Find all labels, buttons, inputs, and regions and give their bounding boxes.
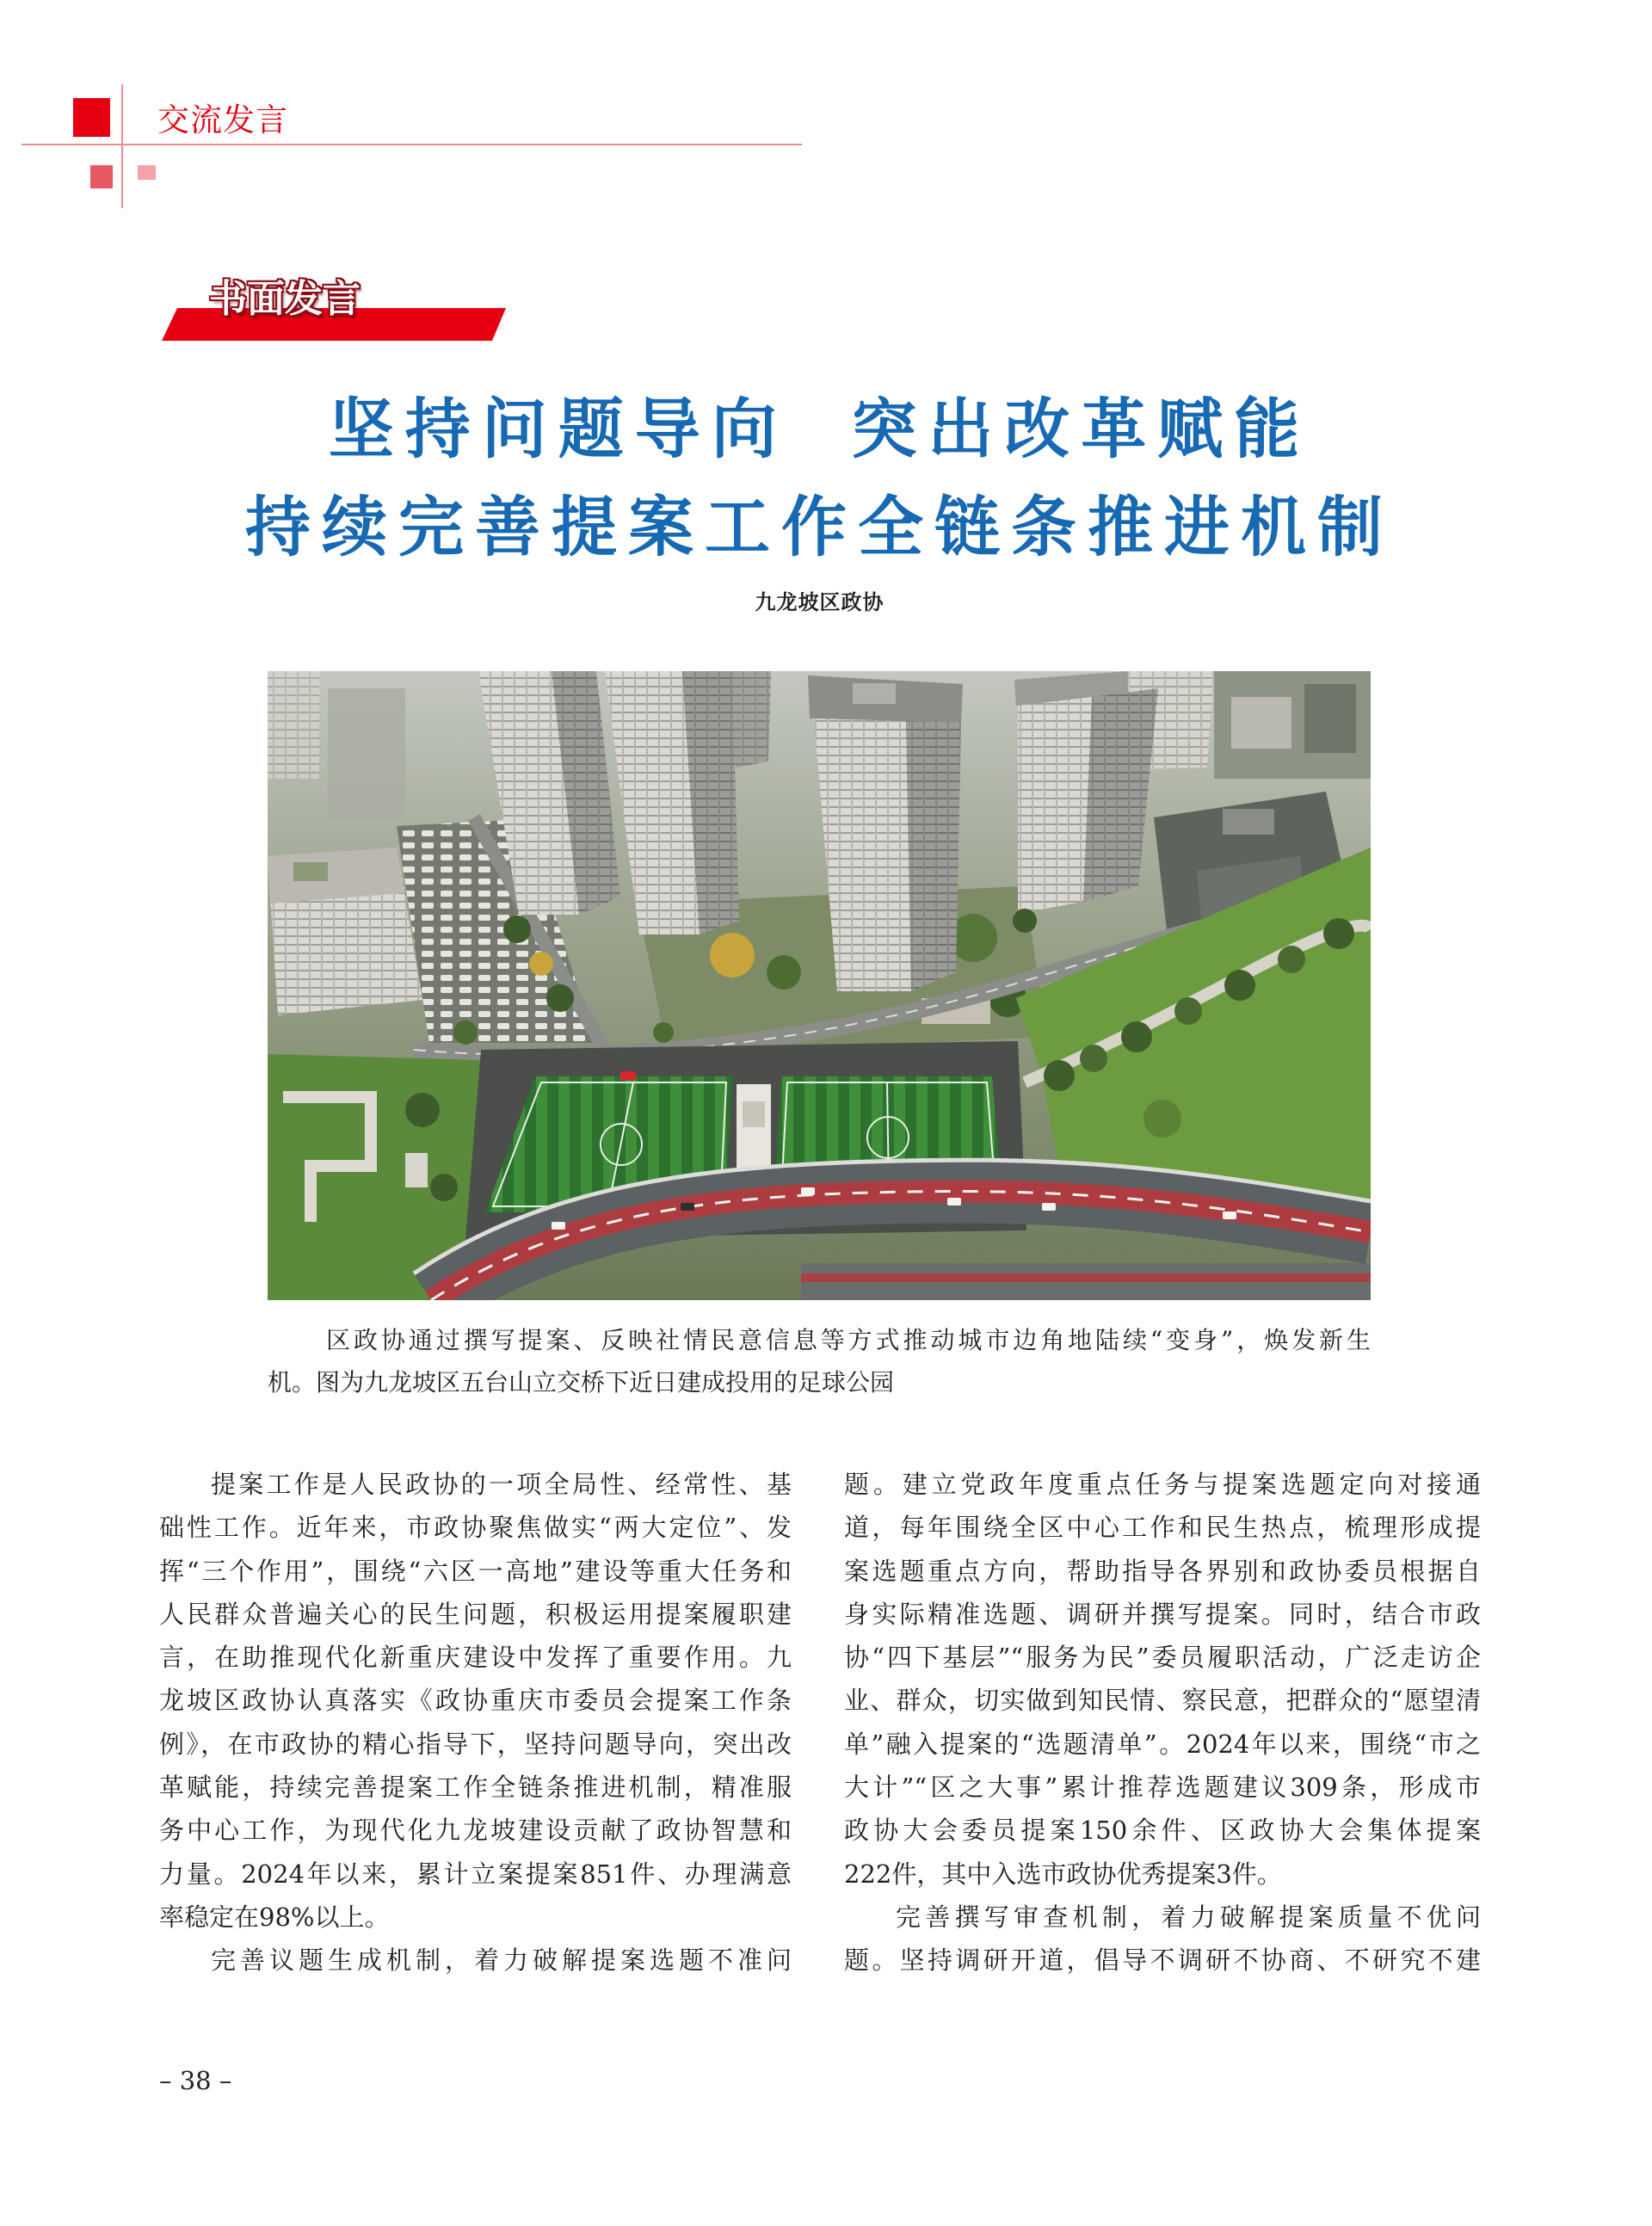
body-line: 础性工作。近年来，市政协聚焦做实“两大定位”、发 bbox=[159, 1513, 792, 1543]
body-line: 例》，在市政协的精心指导下，坚持问题导向，突出改 bbox=[159, 1729, 792, 1759]
body-line: 务中心工作，为现代化九龙坡建设贡献了政协智慧和 bbox=[159, 1816, 792, 1846]
body-line: 率稳定在98%以上。 bbox=[159, 1902, 390, 1932]
aerial-photo bbox=[268, 671, 1371, 1300]
left-low-building bbox=[268, 848, 422, 1015]
body-line: 题。坚持调研开道，倡导不调研不协商、不研究不建 bbox=[844, 1945, 1481, 1976]
header-pink-square bbox=[90, 165, 113, 188]
section-label: 交流发言 bbox=[157, 102, 288, 139]
body-line: 道，每年围绕全区中心工作和民生热点，梳理形成提 bbox=[844, 1513, 1481, 1543]
body-line: 大计”“区之大事”累计推荐选题建议309条，形成市 bbox=[844, 1773, 1481, 1803]
photo-caption bbox=[268, 1319, 1371, 1403]
body-line: 挥“三个作用”，围绕“六区一高地”建设等重大任务和 bbox=[159, 1556, 792, 1586]
body-line: 政协大会委员提案150余件、区政协大会集体提案 bbox=[844, 1816, 1481, 1846]
body-line: 单”融入提案的“选题清单”。2024年以来，围绕“市之 bbox=[844, 1729, 1481, 1759]
tower-d bbox=[1018, 697, 1092, 914]
header-rule-horizontal bbox=[22, 144, 802, 145]
article-title-line-1: 坚持问题导向 突出改革赋能 bbox=[328, 391, 1311, 467]
body-line: 协“四下基层”“服务为民”委员履职活动，广泛走访企 bbox=[844, 1643, 1481, 1673]
body-line: 身实际精准选题、调研并撰写提案。同时，结合市政 bbox=[844, 1599, 1481, 1629]
body-line: 人民群众普遍关心的民生问题，积极运用提案履职建 bbox=[159, 1599, 792, 1629]
header-rule-vertical bbox=[121, 84, 123, 208]
caption-line: 机。图为九龙坡区五台山立交桥下近日建成投用的足球公园 bbox=[268, 1368, 895, 1397]
banner-label: 书面发言 bbox=[209, 277, 361, 321]
body-line: 言，在助推现代化新重庆建设中发挥了重要作用。九 bbox=[159, 1643, 792, 1673]
body-line: 案选题重点方向，帮助指导各界别和政协委员根据自 bbox=[844, 1556, 1481, 1586]
body-line: 222件，其中入选市政协优秀提案3件。 bbox=[844, 1859, 1282, 1889]
body-column-right bbox=[844, 1463, 1481, 1982]
article-author: 九龙坡区政协 bbox=[755, 590, 885, 614]
header-light-pink-square bbox=[138, 165, 156, 180]
body-line: 力量。2024年以来，累计立案提案851件、办理满意 bbox=[159, 1859, 792, 1889]
body-line: 完善议题生成机制，着力破解提案选题不准问 bbox=[211, 1945, 792, 1976]
article-title-line-2: 持续完善提案工作全链条推进机制 bbox=[245, 489, 1394, 565]
body-line: 龙坡区政协认真落实《政协重庆市委员会提案工作条 bbox=[159, 1686, 792, 1716]
page-number: – 38 – bbox=[159, 2066, 232, 2095]
aerial-photo-illustration bbox=[268, 671, 1371, 1300]
body-line: 题。建立党政年度重点任务与提案选题定向对接通 bbox=[844, 1470, 1481, 1499]
body-line: 完善撰写审查机制，着力破解提案质量不优问 bbox=[896, 1902, 1481, 1932]
body-column-left bbox=[159, 1463, 792, 1982]
header-red-square bbox=[73, 98, 110, 137]
caption-line: 区政协通过撰写提案、反映社情民意信息等方式推动城市边角地陆续“变身”，焕发新生 bbox=[326, 1326, 1371, 1354]
body-line: 革赋能，持续完善提案工作全链条推进机制，精准服 bbox=[159, 1773, 792, 1803]
body-line: 提案工作是人民政协的一项全局性、经常性、基 bbox=[211, 1470, 792, 1499]
body-line: 业、群众，切实做到知民情、察民意，把群众的“愿望清 bbox=[844, 1686, 1481, 1716]
